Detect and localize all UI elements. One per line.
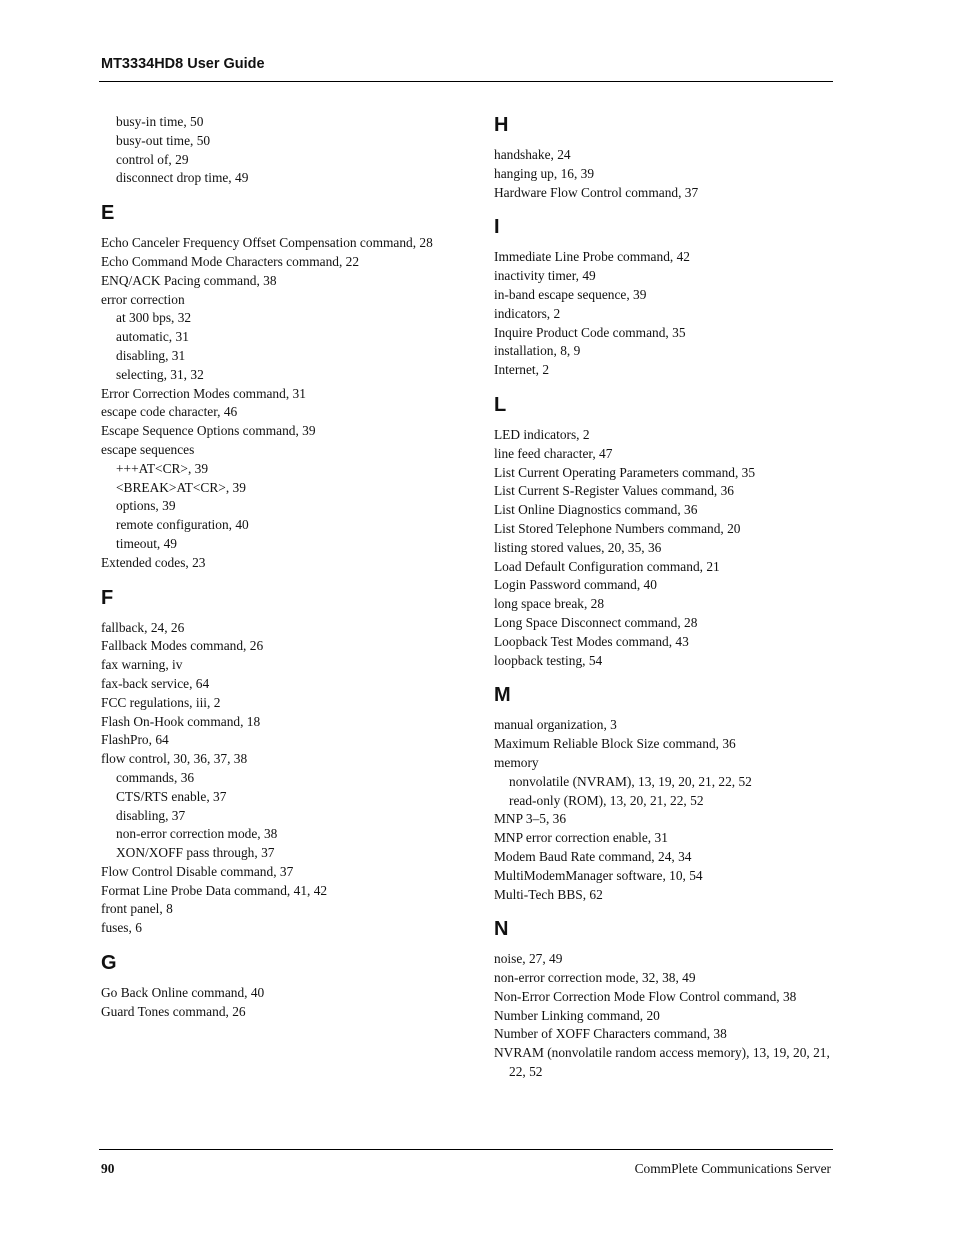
- index-entry-modem-baud-rate-command-24-34: Modem Baud Rate command, 24, 34: [494, 848, 692, 864]
- section-letter-e: E: [101, 202, 115, 225]
- index-entry-line-feed-character-47: line feed character, 47: [494, 445, 613, 461]
- index-subentry-selecting-31-32: selecting, 31, 32: [116, 366, 204, 382]
- index-entry-list-current-operating-parameters-comman: List Current Operating Parameters command, 35: [494, 464, 756, 480]
- index-entry-list-online-diagnostics-command-36: List Online Diagnostics command, 36: [494, 502, 698, 518]
- index-entry-non-error-correction-mode-flow-control-c: Non-Error Correction Mode Flow Control command, 38: [494, 988, 797, 1004]
- index-entry-long-space-disconnect-command-28: Long Space Disconnect command, 28: [494, 614, 698, 630]
- index-entry-echo-command-mode-characters-command-22: Echo Command Mode Characters command, 22: [101, 253, 360, 269]
- index-entry-multimodemmanager-software-10-54: MultiModemManager software, 10, 54: [494, 867, 703, 883]
- index-entry-escape-code-character-46: escape code character, 46: [101, 404, 238, 420]
- index-subentry-disconnect-drop-time-49: disconnect drop time, 49: [116, 170, 249, 186]
- index-entry-mnp-error-correction-enable-31: MNP error correction enable, 31: [494, 830, 668, 846]
- index-entry-error-correction: error correction: [101, 291, 185, 307]
- index-subentry-at-300-bps-32: at 300 bps, 32: [116, 310, 192, 326]
- index-subentry-xon-xoff-pass-through-37: XON/XOFF pass through, 37: [116, 845, 275, 861]
- index-entry-fax-back-service-64: fax-back service, 64: [101, 675, 210, 691]
- index-entry-list-current-s-register-values-command-3: List Current S-Register Values command, 36: [494, 483, 735, 499]
- index-subentry-automatic-31: automatic, 31: [116, 329, 189, 345]
- running-header-title: MT3334HD8 User Guide: [101, 56, 265, 72]
- index-subentry-read-only-rom-13-20-21-22-52: read-only (ROM), 13, 20, 21, 22, 52: [509, 792, 704, 808]
- index-entry-indicators-2: indicators, 2: [494, 305, 561, 321]
- section-letter-g: G: [101, 952, 117, 975]
- index-subentry-commands-36: commands, 36: [116, 769, 195, 785]
- index-entry-nvram-nonvolatile-random-access-memory-1: NVRAM (nonvolatile random access memory), 13, 19, 20, 21, 22, 52: [494, 1045, 830, 1080]
- index-entry-enq-ack-pacing-command-38: ENQ/ACK Pacing command, 38: [101, 272, 277, 288]
- index-entry-front-panel-8: front panel, 8: [101, 901, 173, 917]
- index-entry-internet-2: Internet, 2: [494, 362, 550, 378]
- index-entry-memory: memory: [494, 754, 539, 770]
- index-subentry-cts-rts-enable-37: CTS/RTS enable, 37: [116, 788, 227, 804]
- index-entry-list-stored-telephone-numbers-command-20: List Stored Telephone Numbers command, 20: [494, 520, 741, 536]
- index-subentry-control-of-29: control of, 29: [116, 151, 189, 167]
- index-entry-flow-control-30-36-37-38: flow control, 30, 36, 37, 38: [101, 751, 248, 767]
- footer-rule: [99, 1149, 833, 1150]
- index-entry-hanging-up-16-39: hanging up, 16, 39: [494, 165, 595, 181]
- index-entry-immediate-line-probe-command-42: Immediate Line Probe command, 42: [494, 249, 690, 265]
- page-number: 90: [101, 1161, 115, 1176]
- index-entry-format-line-probe-data-command-41-42: Format Line Probe Data command, 41, 42: [101, 882, 328, 898]
- index-subentry-remote-configuration-40: remote configuration, 40: [116, 517, 249, 533]
- index-subentry-disabling-37: disabling, 37: [116, 807, 186, 823]
- section-letter-m: M: [494, 684, 511, 707]
- index-entry-hardware-flow-control-command-37: Hardware Flow Control command, 37: [494, 184, 699, 200]
- section-letter-n: N: [494, 918, 509, 941]
- index-entry-echo-canceler-frequency-offset-compensat: Echo Canceler Frequency Offset Compensation command, 28: [101, 235, 433, 251]
- index-entry-escape-sequence-options-command-39: Escape Sequence Options command, 39: [101, 423, 316, 439]
- index-entry-inquire-product-code-command-35: Inquire Product Code command, 35: [494, 324, 686, 340]
- index-entry-extended-codes-23: Extended codes, 23: [101, 554, 206, 570]
- index-column-right: [494, 113, 834, 1082]
- header-rule: [99, 81, 833, 82]
- index-subentry-at-cr-39: +++AT<CR>, 39: [116, 460, 209, 476]
- section-letter-f: F: [101, 586, 114, 609]
- index-entry-mnp-3-5-36: MNP 3–5, 36: [494, 811, 567, 827]
- index-entry-fuses-6: fuses, 6: [101, 920, 142, 936]
- index-subentry-disabling-31: disabling, 31: [116, 347, 186, 363]
- index-entry-led-indicators-2: LED indicators, 2: [494, 426, 590, 442]
- index-entry-maximum-reliable-block-size-command-36: Maximum Reliable Block Size command, 36: [494, 736, 736, 752]
- index-entry-inactivity-timer-49: inactivity timer, 49: [494, 268, 596, 284]
- index-subentry-timeout-49: timeout, 49: [116, 535, 177, 551]
- index-entry-number-of-xoff-characters-command-38: Number of XOFF Characters command, 38: [494, 1026, 727, 1042]
- index-entry-manual-organization-3: manual organization, 3: [494, 717, 617, 733]
- index-entry-listing-stored-values-20-35-36: listing stored values, 20, 35, 36: [494, 539, 662, 555]
- section-letter-l: L: [494, 393, 507, 416]
- section-letter-h: H: [494, 114, 509, 136]
- index-entry-non-error-correction-mode-32-38-49: non-error correction mode, 32, 38, 49: [494, 970, 696, 986]
- index-entry-loopback-testing-54: loopback testing, 54: [494, 652, 603, 668]
- index-entry-flow-control-disable-command-37: Flow Control Disable command, 37: [101, 863, 294, 879]
- index-column-left: [101, 113, 441, 1022]
- index-entry-noise-27-49: noise, 27, 49: [494, 951, 563, 967]
- index-entry-fcc-regulations-iii-2: FCC regulations, iii, 2: [101, 694, 221, 710]
- index-entry-guard-tones-command-26: Guard Tones command, 26: [101, 1003, 246, 1019]
- index-subentry-options-39: options, 39: [116, 498, 176, 514]
- index-entry-multi-tech-bbs-62: Multi-Tech BBS, 62: [494, 886, 603, 902]
- index-entry-escape-sequences: escape sequences: [101, 441, 195, 457]
- index-subentry-busy-in-time-50: busy-in time, 50: [116, 114, 204, 129]
- index-entry-long-space-break-28: long space break, 28: [494, 596, 605, 612]
- index-entry-fallback-24-26: fallback, 24, 26: [101, 619, 185, 635]
- index-entry-loopback-test-modes-command-43: Loopback Test Modes command, 43: [494, 633, 689, 649]
- index-entry-flash-on-hook-command-18: Flash On-Hook command, 18: [101, 713, 261, 729]
- index-subentry-non-error-correction-mode-38: non-error correction mode, 38: [116, 826, 278, 842]
- index-entry-flashpro-64: FlashPro, 64: [101, 732, 169, 748]
- footer-book-title: CommPlete Communications Server: [634, 1161, 831, 1176]
- section-letter-i: I: [494, 216, 500, 239]
- index-entry-installation-8-9: installation, 8, 9: [494, 343, 581, 359]
- index-entry-load-default-configuration-command-21: Load Default Configuration command, 21: [494, 558, 720, 574]
- index-entry-login-password-command-40: Login Password command, 40: [494, 577, 657, 593]
- index-subentry-nonvolatile-nvram-13-19-20-21-22-52: nonvolatile (NVRAM), 13, 19, 20, 21, 22, 52: [509, 773, 752, 789]
- index-entry-in-band-escape-sequence-39: in-band escape sequence, 39: [494, 286, 647, 302]
- index-entry-error-correction-modes-command-31: Error Correction Modes command, 31: [101, 385, 306, 401]
- index-subentry-busy-out-time-50: busy-out time, 50: [116, 132, 211, 148]
- index-entry-go-back-online-command-40: Go Back Online command, 40: [101, 985, 265, 1001]
- index-entry-number-linking-command-20: Number Linking command, 20: [494, 1007, 660, 1023]
- index-entry-handshake-24: handshake, 24: [494, 147, 571, 162]
- index-entry-fax-warning-iv: fax warning, iv: [101, 657, 183, 673]
- index-entry-fallback-modes-command-26: Fallback Modes command, 26: [101, 638, 264, 654]
- index-subentry-break-at-cr-39: <BREAK>AT<CR>, 39: [116, 479, 246, 495]
